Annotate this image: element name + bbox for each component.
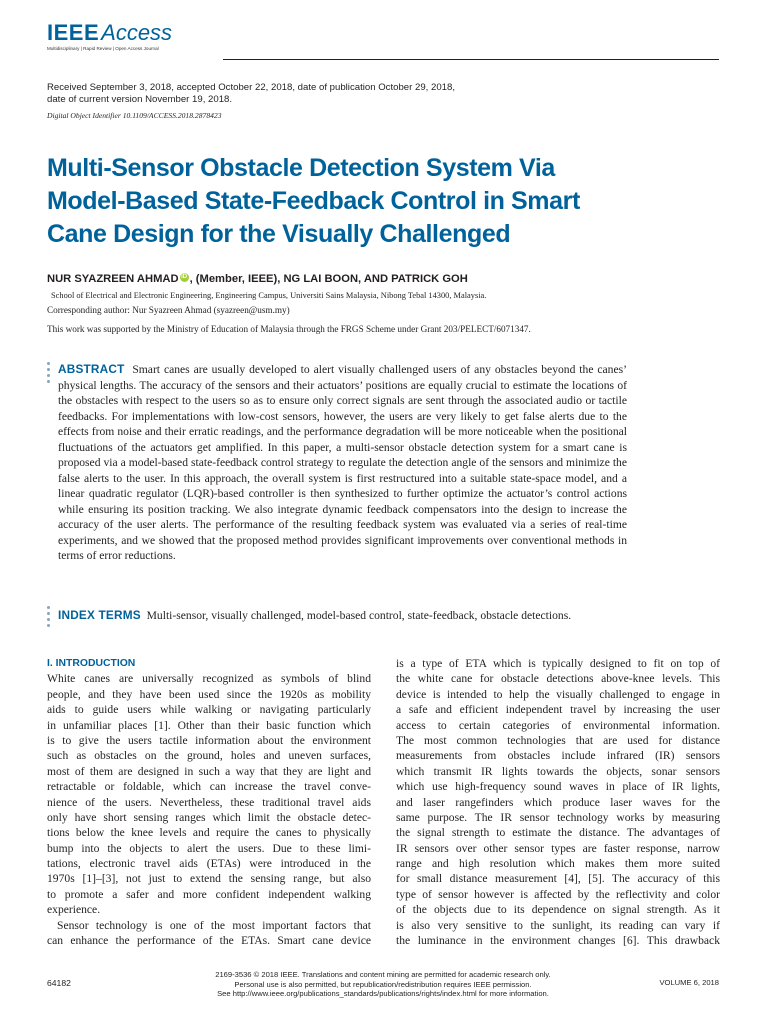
logo-access-text: Access <box>101 20 173 45</box>
body-line: which transmit IR lights towards the objects, sonar sensors <box>396 764 720 778</box>
body-line: measurements from obstacles include infrared (IR) sensors <box>396 749 720 763</box>
page-number: 64182 <box>47 978 71 988</box>
affiliation: School of Electrical and Electronic Engineering, Engineering Campus, Universiti Sains Malaysia, Nibong Tebal 14300, Malaysia. <box>51 291 487 300</box>
body-line: experience. <box>47 903 101 917</box>
body-line: device is intended to help the visually challenged to engage in <box>396 687 720 701</box>
body-line: the luminance in the environment changes [6]. This drawback <box>396 934 720 948</box>
body-line: the signal strength to estimate the distance. The advantages of <box>396 826 720 840</box>
journal-header <box>47 22 719 62</box>
body-line: tations, electronic travel aids (ETAs) were introduced in the <box>47 857 371 871</box>
journal-tagline: Multidisciplinary | Rapid Review | Open Access Journal <box>47 46 159 51</box>
body-line: which use high-frequency sound waves in place of IR lights, <box>396 780 720 794</box>
index-terms-marker-icon <box>47 606 51 630</box>
body-line: can enhance the performance of the ETAs. Smart cane device <box>47 934 371 948</box>
body-line: retractable or foldable, which can increase the travel conve- <box>47 780 371 794</box>
body-line: and laser rangefinders which produce laser waves for the <box>396 795 720 809</box>
copyright-line: 2169-3536 © 2018 IEEE. Translations and content mining are permitted for academic research only. <box>215 970 551 979</box>
body-line: people, and they have been used since the 1920s as mobility <box>47 687 371 701</box>
first-author: NUR SYAZREEN AHMAD <box>47 273 179 285</box>
body-line: such as obstacles on the ground, holes and uneven surfaces, <box>47 749 371 763</box>
body-line: most of them are designed in such a way that they are light and <box>47 764 371 778</box>
body-line: is a type of ETA which is typically designed to fit on top of <box>396 657 720 670</box>
index-terms-label: INDEX TERMS <box>58 608 141 622</box>
body-line: of the objects due to its dependence on signal strength. As it <box>396 903 720 917</box>
title-line: Multi-Sensor Obstacle Detection System Via <box>47 154 555 182</box>
index-terms-text: Multi-sensor, visually challenged, model-based control, state-feedback, obstacle detections. <box>146 609 572 622</box>
body-line: a safe and efficient independent travel by increasing the user <box>396 703 720 717</box>
body-line: in unfamiliar places [1]. Other than their basic function which <box>47 718 371 732</box>
abstract <box>58 362 627 564</box>
index-terms <box>58 608 658 623</box>
copyright-notice <box>157 970 609 999</box>
body-line: White canes are universally recognized as symbols of blind <box>47 672 371 686</box>
body-line: for small distance measurement [4], [5]. The accuracy of this <box>396 872 720 886</box>
body-line: tions below the knee levels and require the canes to physically <box>47 826 371 840</box>
body-line: type of sensor however is affected by the reflectivity and color <box>396 887 720 901</box>
body-line: range and high resolution which makes them more suited <box>396 857 720 871</box>
body-column-right <box>396 656 720 948</box>
section-heading: I. INTRODUCTION <box>47 658 136 669</box>
ieee-access-logo[interactable] <box>47 22 172 44</box>
body-line: The most common technologies that are used for distance <box>396 733 720 747</box>
page-footer <box>47 970 719 1006</box>
paper-title <box>47 152 687 251</box>
rights-link[interactable]: See http://www.ieee.org/publications_standards/publications/rights/index.html for more information. <box>217 989 549 999</box>
abstract-label: ABSTRACT <box>58 362 125 376</box>
body-line: nience of the users. Nevertheless, these traditional travel aids <box>47 795 371 809</box>
body-line: only have short sensing ranges which limit the obstacle detec- <box>47 810 371 824</box>
received-line-2: date of current version November 19, 2018. <box>47 93 233 105</box>
body-column-left <box>47 656 371 948</box>
copyright-line: Personal use is also permitted, but republication/redistribution requires IEEE permission. <box>234 979 532 989</box>
body-line: IR sensors over other sensor types are faster response, narrow <box>396 841 720 855</box>
body-line: bump into the objects to alert the users. Due to these limi- <box>47 841 371 855</box>
volume-label: VOLUME 6, 2018 <box>659 978 719 987</box>
body-line: is also very sensitive to the sunlight, its reading can vary if <box>396 918 720 932</box>
logo-ieee-text: IEEE <box>47 20 100 45</box>
body-line: 1970s [1]–[3], not just to extend the sensing range, but also <box>47 872 371 886</box>
body-line: the white cane for obstacle detections above-knee levels. This <box>396 672 720 686</box>
funding-note: This work was supported by the Ministry of Education of Malaysia through the FRGS Scheme under Grant 203/PELECT/6071347. <box>47 324 531 334</box>
abstract-marker-icon <box>47 362 51 386</box>
body-line: access to certain categories of environmental information. <box>396 718 720 732</box>
orcid-icon[interactable]: iD <box>181 274 188 280</box>
doi[interactable]: Digital Object Identifier 10.1109/ACCESS.2018.2878423 <box>47 111 222 120</box>
corresponding-author: Corresponding author: Nur Syazreen Ahmad (syazreen@usm.my) <box>47 305 290 315</box>
title-line: Cane Design for the Visually Challenged <box>47 220 511 248</box>
other-authors: , (Member, IEEE), NG LAI BOON, AND PATRICK GOH <box>189 273 468 285</box>
author-list <box>47 273 468 285</box>
received-line-1: Received September 3, 2018, accepted October 22, 2018, date of publication October 29, 2018, <box>47 82 456 93</box>
abstract-text: Smart canes are usually developed to alert visually challenged users of any obstacles beyond the canes’ physical lengths. The accuracy of the sensors and their actuators’ positions are equally crucial to estimate the locations of the obstacles with respect to the users so as to ensure only correct signals are sent through the associated audio or tactile feedbacks. For implementations with low-cost sensors, however, the users are very likely to get false alerts due to the effects from noise and their erratic readings, and the performance degradation will be more noticeable when the positional fluctuations of the actuators get amplified. In this paper, a multi-sensor obstacle detection system for a smart cane is proposed via a model-based state-feedback control strategy to regulate the detection angle of the sensors and minimize the false alerts to the user. In this approach, the overall system is first restructured into a suitable state-space model, and a linear quadratic regulator (LQR)-based controller is then synthesized to further optimize the actuator’s control actions while ensuring its position tracking. We also integrate dynamic feedback compensators into the design to increase the accuracy of the user alerts. The performance of the resulting feedback system was evaluated via a series of real-time experiments, and we showed that the proposed method provides significant improvements over conventional methods in terms of error reductions. <box>58 363 627 562</box>
body-line: is to give the users tactile information about the environment <box>47 733 371 747</box>
body-line: to promote a safer and more confident independent walking <box>47 887 371 901</box>
body-line: aids to guide users while walking or navigating particularly <box>47 703 371 717</box>
title-line: Model-Based State-Feedback Control in Smart <box>47 187 580 215</box>
publication-history <box>47 82 607 105</box>
header-divider <box>223 59 719 60</box>
body-line: Sensor technology is one of the most important factors that <box>57 918 371 932</box>
body-line: same purpose. The IR sensor technology works by measuring <box>396 810 720 824</box>
